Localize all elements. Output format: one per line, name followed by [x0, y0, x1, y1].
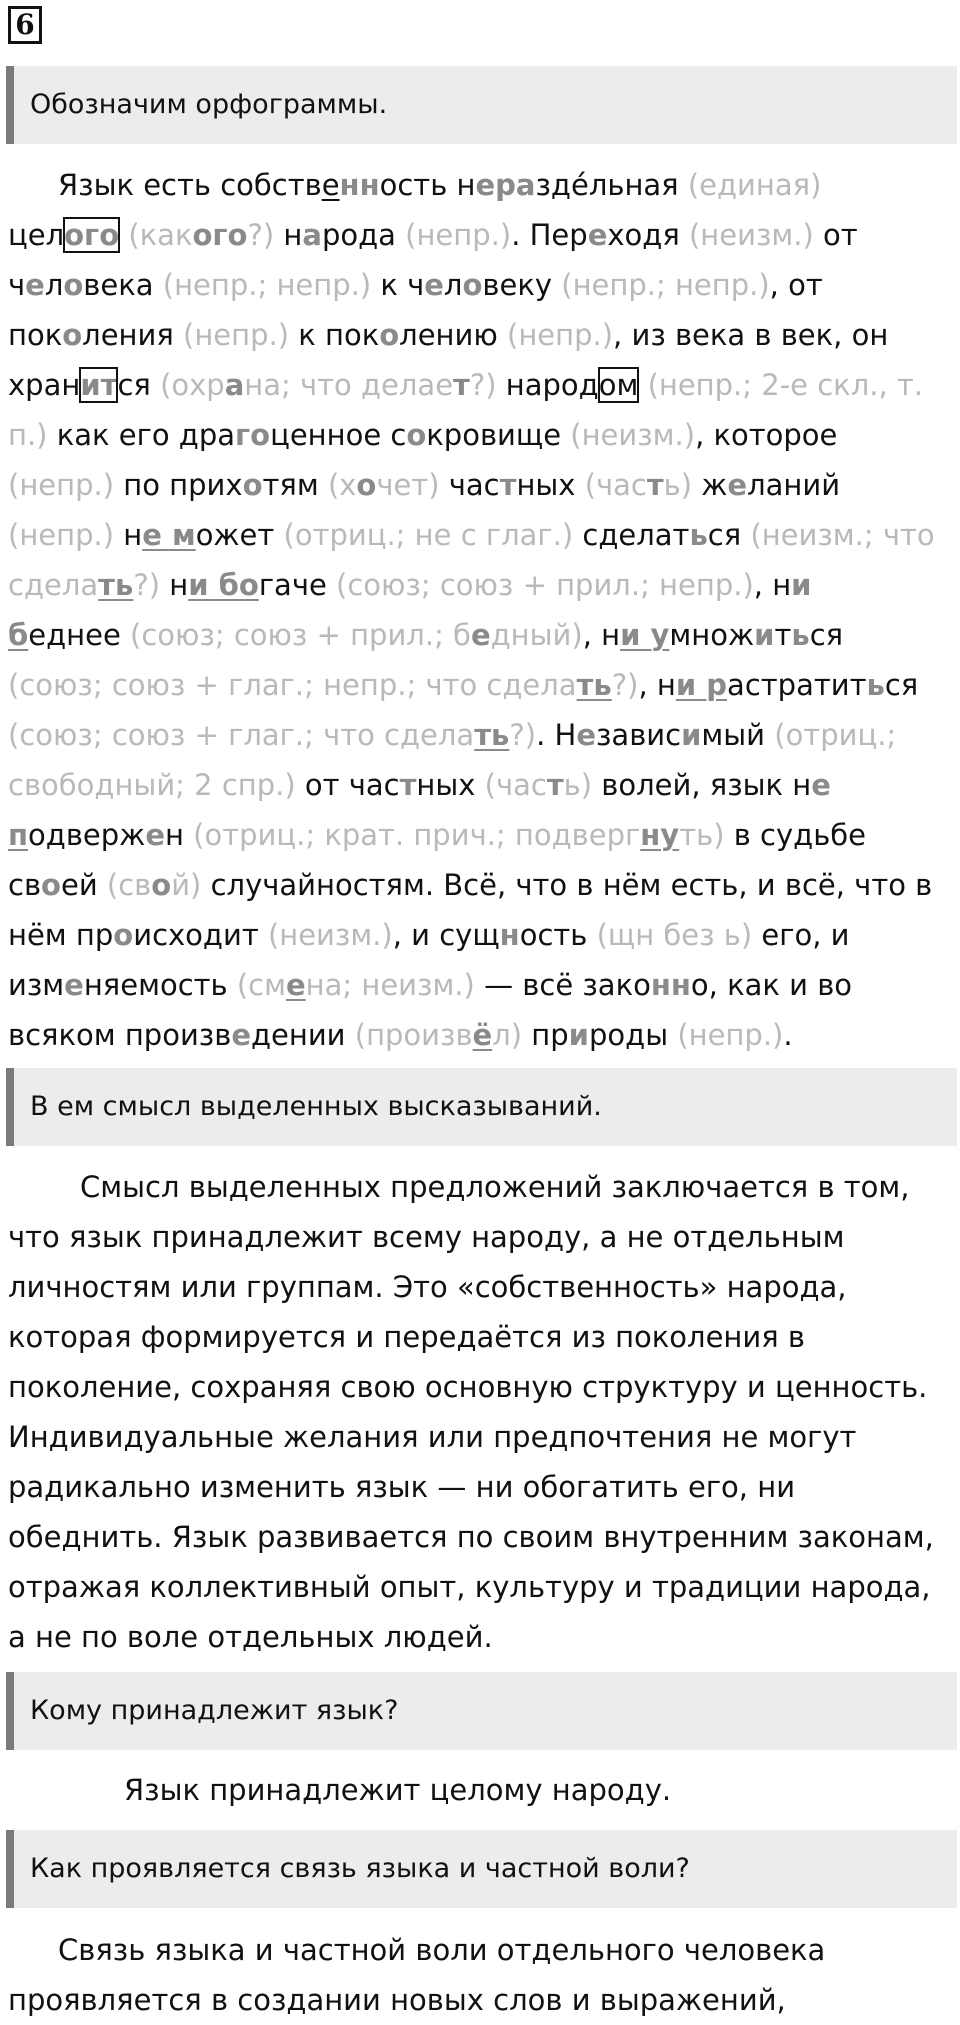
- text: ся: [117, 368, 161, 402]
- hint: (отриц.;: [774, 718, 897, 752]
- ending: ит: [80, 368, 118, 402]
- text: мый: [701, 718, 775, 752]
- meaning-paragraph: Смысл выделенных предложений заключается в том, что язык принадлежит всему народу, а не отдельным личностям или группам. Это «собственность» народа, которая формируется и передаётся из поколения в поколение, сохраняя свою основную структуру и ценность. Индивидуальные желания или предпочтения не могут радикально изменить язык — ни обогатить его, ни обеднить. Язык развивается по своим внутренним законам, отражая коллективный опыт, культуру и традиции народа, а не по воле отдельных людей.: [8, 1170, 934, 1654]
- spelling: го: [235, 418, 271, 452]
- text: Язык есть собств: [58, 168, 322, 202]
- spelling: е: [145, 818, 165, 852]
- hint: (час: [484, 768, 547, 802]
- text: , которое: [695, 418, 838, 452]
- text: ления: [82, 318, 184, 352]
- text: ланий: [747, 468, 841, 502]
- text: няемость: [83, 968, 237, 1002]
- text: е́: [570, 168, 589, 202]
- text: [119, 218, 128, 252]
- spelling: е: [285, 968, 306, 1002]
- hint: (щн без ь): [596, 918, 753, 952]
- task-number: 6: [8, 6, 42, 44]
- spelling: о: [41, 868, 61, 902]
- spelling: е: [727, 468, 748, 502]
- spelling: ну: [640, 818, 680, 852]
- text: ж: [692, 468, 728, 502]
- text: т: [774, 618, 792, 652]
- spelling: н: [499, 918, 520, 952]
- spelling: ть: [98, 568, 134, 602]
- spelling: а: [224, 368, 245, 402]
- heading-text: Как проявляется связь языка и частной воли?: [30, 1853, 690, 1884]
- hint: (союз; союз + глаг.; непр.; что сдела: [8, 668, 577, 702]
- spelling: о: [151, 868, 172, 902]
- text: дении: [250, 1018, 355, 1052]
- hint: дный): [490, 618, 583, 652]
- text: , н: [582, 618, 621, 652]
- spelling: о: [379, 318, 400, 352]
- hint: (отриц.; не с глаг.): [283, 518, 574, 552]
- spelling: и у: [620, 618, 670, 652]
- section-heading-owner: [6, 1672, 957, 1750]
- meaning-answer: [8, 1162, 948, 1662]
- text: . Н: [536, 718, 577, 752]
- text: от час: [295, 768, 400, 802]
- text: гаче: [258, 568, 337, 602]
- text: еднее: [28, 618, 131, 652]
- spelling: о: [406, 418, 427, 452]
- text: , из века в век, он: [613, 318, 889, 352]
- hint: п.): [8, 418, 48, 452]
- heading-text: В ем смысл выделенных высказываний.: [30, 1091, 602, 1122]
- spelling: б: [8, 618, 29, 652]
- text: как его дра: [47, 418, 236, 452]
- hint: ?): [611, 668, 639, 702]
- hint: ь): [563, 768, 593, 802]
- text: н: [283, 218, 303, 252]
- spelling: е: [424, 268, 444, 302]
- text: лению: [399, 318, 507, 352]
- spelling: о: [62, 318, 83, 352]
- spelling: о: [462, 268, 483, 302]
- hint: (х: [327, 468, 357, 502]
- hint: (непр.; 2-е скл., т.: [647, 368, 923, 402]
- hint: (непр.): [8, 468, 115, 502]
- text: века: [83, 268, 163, 302]
- hint: (час: [584, 468, 647, 502]
- hint: (отриц.; крат. прич.; подверг: [193, 818, 641, 852]
- hint: (непр.; непр.): [162, 268, 372, 302]
- hint: (неизм.): [267, 918, 393, 952]
- spelling: о: [242, 468, 263, 502]
- hint: свободный; 2 спр.): [8, 768, 296, 802]
- spelling: ра: [495, 168, 536, 202]
- spelling: ь: [866, 668, 885, 702]
- text: , от: [769, 268, 823, 302]
- hint: (неизм.): [688, 218, 814, 252]
- hint: (непр.): [183, 318, 290, 352]
- text: [638, 368, 647, 402]
- spelling: ого: [192, 218, 248, 252]
- spelling: т: [499, 468, 517, 502]
- hint: сдела: [8, 568, 99, 602]
- text: н: [164, 818, 194, 852]
- spelling: и р: [675, 668, 728, 702]
- text: по прих: [114, 468, 243, 502]
- text: , н: [638, 668, 676, 702]
- text: кровище: [426, 418, 571, 452]
- spelling: ть: [576, 668, 612, 702]
- hint: ?): [133, 568, 161, 602]
- text: ч: [8, 268, 26, 302]
- text: пр: [522, 1018, 569, 1052]
- spelling: и: [681, 718, 702, 752]
- text: завис: [596, 718, 682, 752]
- spelling: и: [791, 568, 812, 602]
- spelling: и бо: [188, 568, 259, 602]
- spelling: о: [356, 468, 377, 502]
- hint: (союз; союз + глаг.; что сдела: [8, 718, 475, 752]
- spelling: и: [754, 618, 775, 652]
- text: .: [783, 1018, 793, 1052]
- owner-answer: [8, 1765, 948, 1815]
- spelling: о: [63, 268, 84, 302]
- text: в судьбе: [724, 818, 867, 852]
- hint: (союз; союз + прил.; непр.): [336, 568, 754, 602]
- hint: (см: [236, 968, 286, 1002]
- hint: (неизм.): [570, 418, 696, 452]
- text: всяком произв: [8, 1018, 232, 1052]
- ending: ого: [64, 218, 120, 252]
- text: ных: [416, 768, 485, 802]
- vowel: е: [321, 168, 340, 202]
- text: к пок: [289, 318, 380, 352]
- text: цел: [8, 218, 65, 252]
- text: ость н: [379, 168, 476, 202]
- spelling: е: [64, 968, 84, 1002]
- text: хран: [8, 368, 81, 402]
- text: к ч: [371, 268, 425, 302]
- hint: ть): [679, 818, 725, 852]
- spelling: е м: [142, 518, 196, 552]
- text: л: [443, 268, 463, 302]
- hint: (непр.): [507, 318, 614, 352]
- text: от: [813, 218, 858, 252]
- text: ходя: [607, 218, 689, 252]
- text: ных: [516, 468, 585, 502]
- text: ценное с: [270, 418, 407, 452]
- text: , н: [753, 568, 792, 602]
- text: волей, язык н: [592, 768, 812, 802]
- text: н: [114, 518, 143, 552]
- hint: ?): [469, 368, 506, 402]
- text: роды: [589, 1018, 678, 1052]
- hint: (св: [106, 868, 152, 902]
- text: ожет: [195, 518, 284, 552]
- text: л: [44, 268, 64, 302]
- spelling: ь: [791, 618, 810, 652]
- ending: ом: [598, 368, 639, 402]
- spelling: е: [811, 768, 831, 802]
- hint: л): [492, 1018, 523, 1052]
- text: одверж: [28, 818, 146, 852]
- text: исходит: [133, 918, 268, 952]
- hint: (как: [128, 218, 193, 252]
- text: н: [160, 568, 189, 602]
- text: св: [8, 868, 42, 902]
- section-heading-orthography: [6, 66, 957, 144]
- text: тям: [262, 468, 328, 502]
- hint: на; неизм.): [305, 968, 475, 1002]
- spelling: нн: [650, 968, 691, 1002]
- spelling: ть: [474, 718, 510, 752]
- orthography-text: [8, 160, 948, 1060]
- text: зд: [535, 168, 571, 202]
- text: час: [448, 468, 500, 502]
- link-paragraph: Связь языка и частной воли отдельного человека проявляется в создании новых слов и выражений,: [8, 1933, 826, 2017]
- spelling: т: [399, 768, 417, 802]
- owner-paragraph: Язык принадлежит целому народу.: [124, 1773, 672, 1807]
- hint: (непр.; непр.): [561, 268, 770, 302]
- text: пок: [8, 318, 63, 352]
- text: множ: [669, 618, 755, 652]
- hint: (непр.): [8, 518, 115, 552]
- text: ся: [884, 668, 919, 702]
- hint: (непр.): [677, 1018, 784, 1052]
- text: изм: [8, 968, 65, 1002]
- spelling: е: [576, 718, 596, 752]
- text: льная: [588, 168, 688, 202]
- spelling: е: [475, 168, 496, 202]
- hint: ?): [509, 718, 537, 752]
- spelling: е: [470, 618, 491, 652]
- hint: ?): [247, 218, 284, 252]
- text: астратит: [727, 668, 867, 702]
- text: , и сущ: [392, 918, 500, 952]
- text: о, как и во: [690, 968, 853, 1002]
- text: нём пр: [8, 918, 114, 952]
- spelling: е: [231, 1018, 251, 1052]
- text: народ: [505, 368, 599, 402]
- hint: чет): [376, 468, 449, 502]
- heading-text: Кому принадлежит язык?: [30, 1695, 399, 1726]
- text: . Пер: [511, 218, 588, 252]
- text: ей: [60, 868, 107, 902]
- section-heading-meaning: [6, 1068, 957, 1146]
- hint: (произв: [354, 1018, 473, 1052]
- hint: ь): [663, 468, 693, 502]
- text: — всё зако: [474, 968, 651, 1002]
- hint: (союз; союз + прил.; б: [130, 618, 471, 652]
- text: веку: [482, 268, 562, 302]
- hint: (непр.): [405, 218, 512, 252]
- orthography-paragraph: [8, 160, 948, 1060]
- link-answer: [8, 1925, 948, 2025]
- spelling: т: [546, 768, 564, 802]
- hint: (единая): [687, 168, 822, 202]
- hint: (охр: [160, 368, 225, 402]
- spelling: а: [302, 218, 322, 252]
- spelling: т: [453, 368, 470, 402]
- text: рода: [321, 218, 406, 252]
- spelling: п: [8, 818, 29, 852]
- spelling: е: [25, 268, 45, 302]
- spelling: е: [587, 218, 608, 252]
- section-heading-link: [6, 1830, 957, 1908]
- text: сделат: [573, 518, 690, 552]
- spelling: ё: [472, 1018, 493, 1052]
- text: ся: [809, 618, 844, 652]
- hint: на; что делае: [244, 368, 454, 402]
- text: ся: [707, 518, 751, 552]
- spelling: т: [646, 468, 664, 502]
- text: ость: [519, 918, 597, 952]
- spelling: нн: [339, 168, 380, 202]
- heading-text: Обозначим орфограммы.: [30, 89, 388, 120]
- spelling: и: [568, 1018, 589, 1052]
- text: случайностям. Всё, что в нём есть, и всё, что в: [201, 868, 933, 902]
- text: его, и: [752, 918, 850, 952]
- spelling: о: [113, 918, 134, 952]
- hint: й): [171, 868, 202, 902]
- hint: (неизм.; что: [750, 518, 935, 552]
- spelling: ь: [689, 518, 708, 552]
